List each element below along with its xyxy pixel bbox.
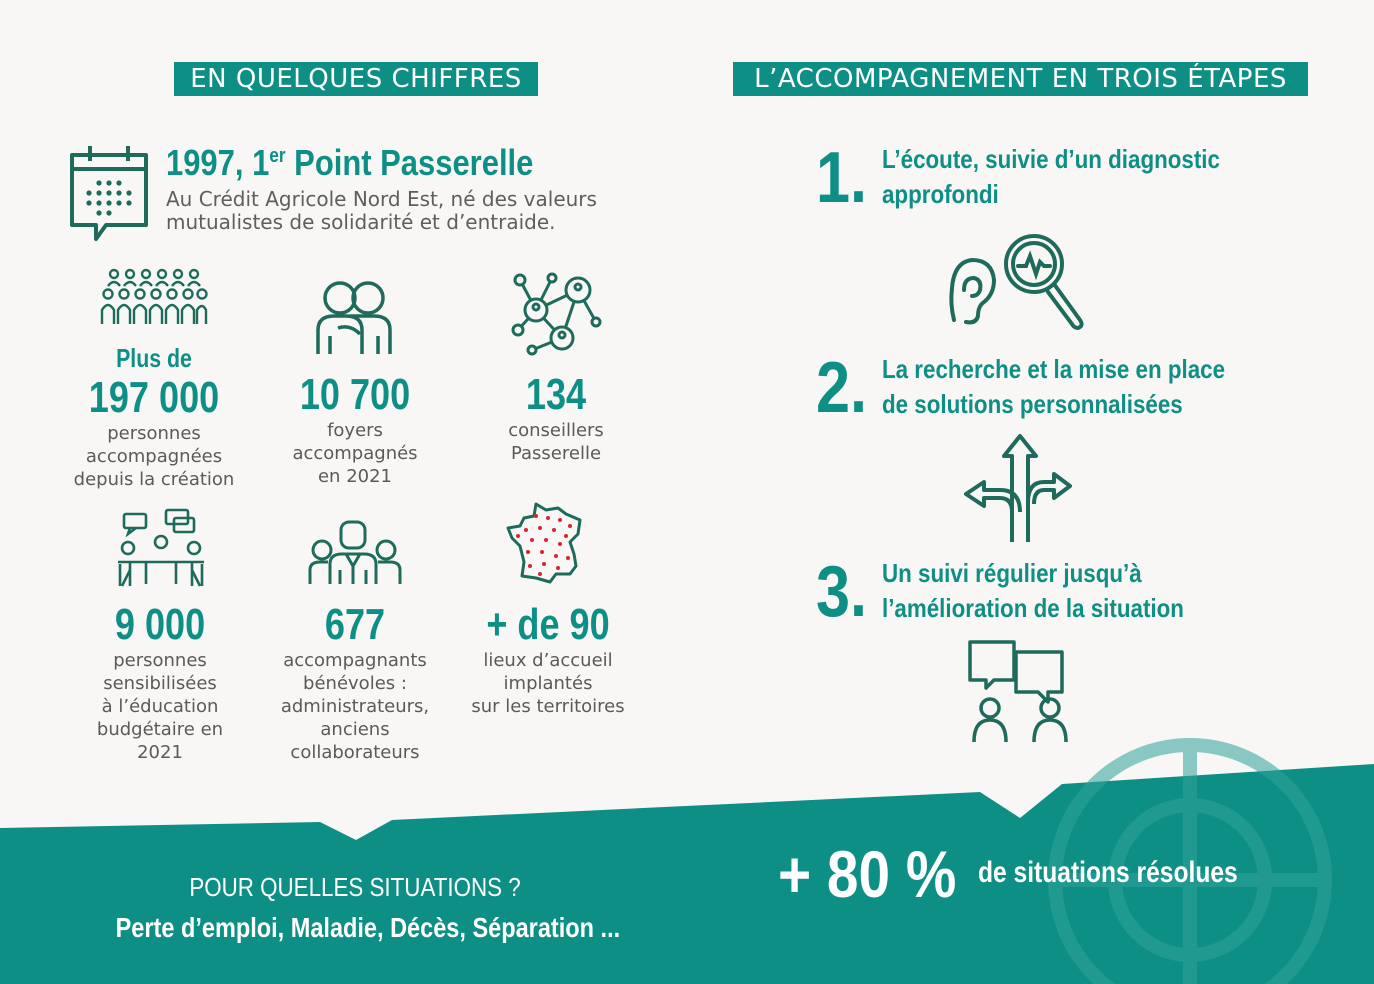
stat-locations: + de 90 lieux d’accueil implantés sur les territoires [471, 600, 625, 717]
situations-question: POUR QUELLES SITUATIONS ? [189, 872, 521, 902]
right-section-banner: L’ACCOMPAGNEMENT EN TROIS ÉTAPES [733, 62, 1308, 96]
resolved-label: de situations résolues [978, 856, 1238, 889]
calendar-chat-icon [66, 143, 152, 243]
network-icon [512, 272, 600, 356]
ear-magnifier-icon [948, 234, 1090, 328]
step-3-number: 3. [816, 552, 868, 632]
intro-description: Au Crédit Agricole Nord Est, né des valeurs mutualistes de solidarité et d’entraide. [166, 187, 597, 234]
couple-icon [316, 278, 394, 356]
stat-households: 10 700 foyers accompagnés en 2021 [292, 370, 418, 487]
conversation-icon [966, 638, 1070, 742]
situations-list: Perte d’emploi, Maladie, Décès, Séparation ... [115, 912, 621, 943]
left-section-banner: EN QUELQUES CHIFFRES [174, 62, 538, 96]
stat-advisors: 134 conseillers Passerelle [508, 370, 604, 464]
stat-people-helped: Plus de 197 000 personnes accompagnées depuis la création [73, 343, 235, 490]
step-1-text: L’écoute, suivie d’un diagnostic approfondi [882, 144, 1220, 209]
crossroads-arrows-icon [964, 432, 1074, 544]
crowd-icon [102, 268, 206, 328]
step-1-number: 1. [816, 138, 868, 218]
meeting-icon [116, 508, 206, 588]
stat-budget-education: 9 000 personnes sensibilisées à l’éducation budgétaire en 2021 [96, 600, 224, 763]
step-2-text: La recherche et la mise en place de solutions personnalisées [882, 354, 1226, 419]
intro-headline: 1997, 1er Point Passerelle [166, 142, 534, 183]
stat-volunteers: 677 accompagnants bénévoles : administrateurs, anciens collaborateurs [280, 600, 430, 763]
group-icon [308, 520, 402, 586]
step-2-number: 2. [816, 348, 868, 428]
step-3-text: Un suivi régulier jusqu’à l’amélioration de la situation [882, 558, 1184, 623]
france-map-icon [506, 500, 588, 586]
resolved-percentage: + 80 % [778, 837, 957, 911]
